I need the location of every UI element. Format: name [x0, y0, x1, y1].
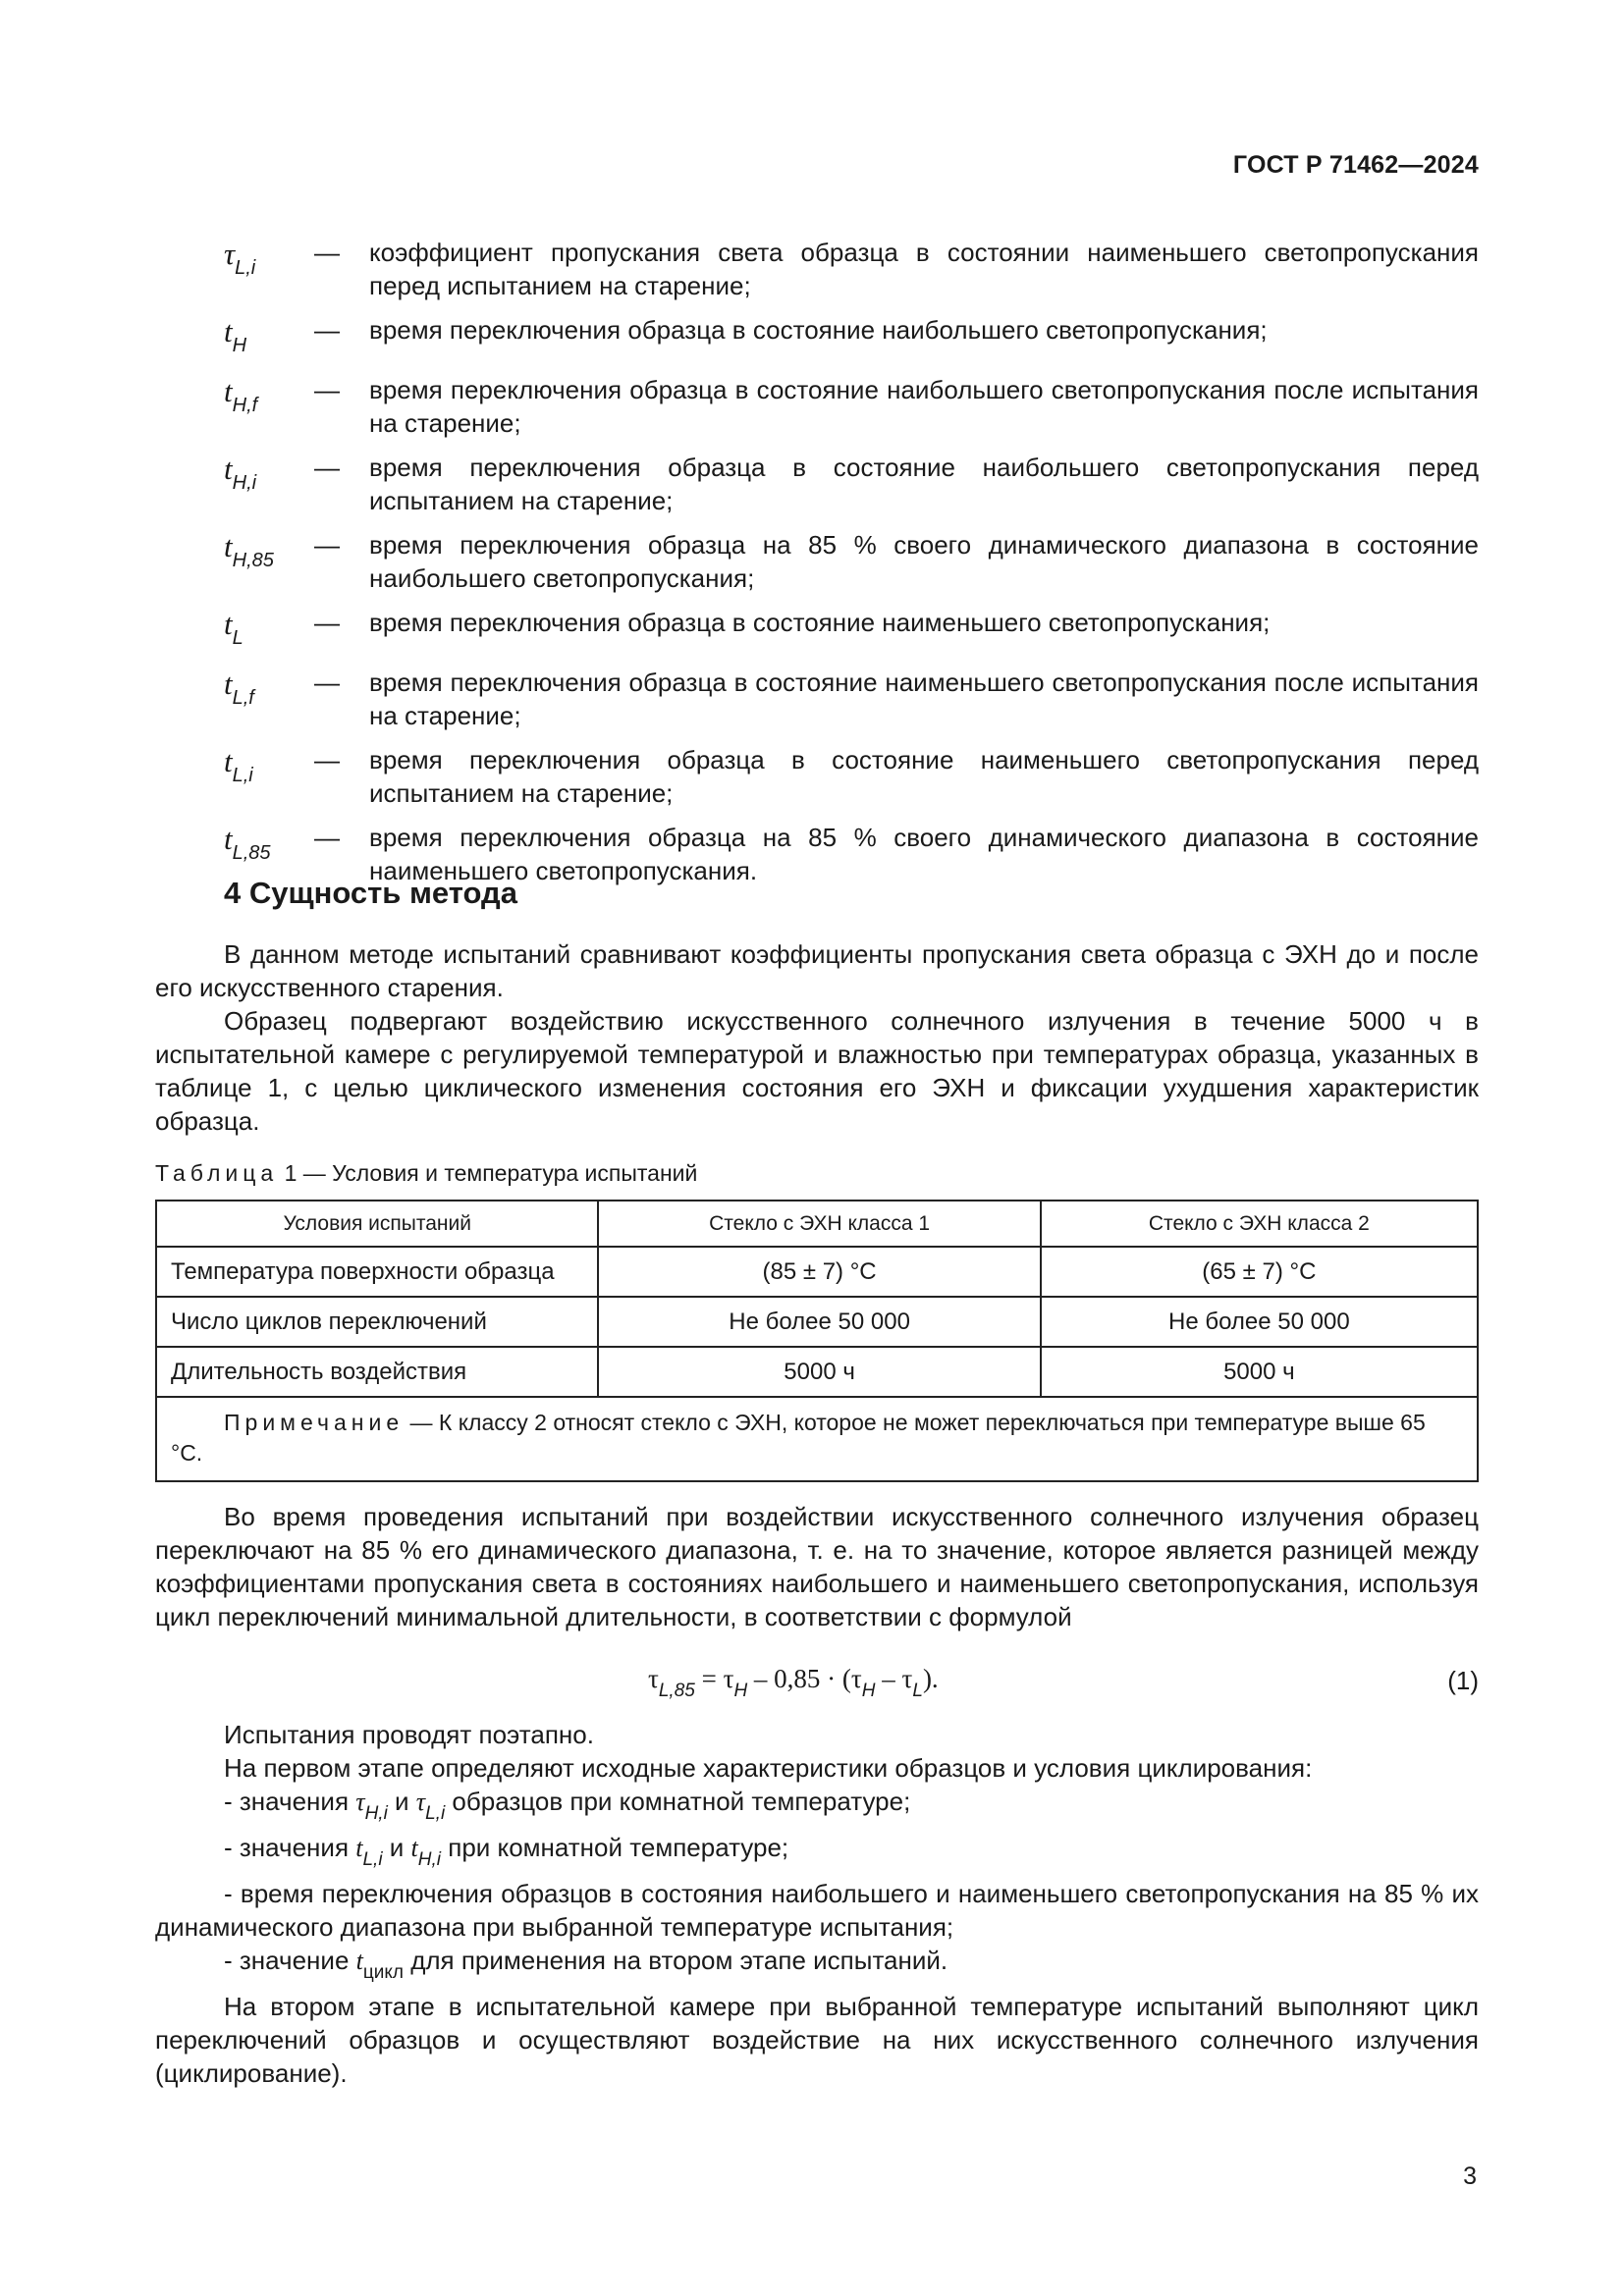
table-cell: Температура поверхности образца — [156, 1247, 598, 1297]
definition-text: время переключения образца в состояние наименьшего светопропускания после испытания на старение; — [369, 667, 1479, 730]
table-cell: 5000 ч — [598, 1347, 1040, 1397]
definition-item — [224, 373, 1479, 440]
definition-dash: — — [314, 375, 340, 404]
note-text: — К классу 2 относят стекло с ЭХН, которое не может переключаться при температуре выше 65 °С. — [171, 1410, 1426, 1466]
definition-symbol: $\tau_{L,i}$ — [224, 237, 256, 279]
definition-dash: — — [314, 315, 340, 345]
table-cell: (65 ± 7) °С — [1041, 1247, 1478, 1297]
definition-symbol: $t_{H,f}$ — [224, 374, 258, 416]
table-row — [156, 1247, 1478, 1297]
definition-item — [224, 666, 1479, 732]
document-header: ГОСТ Р 71462—2024 — [1232, 151, 1479, 179]
definitions-list — [224, 236, 1479, 898]
formula-number: (1) — [1447, 1666, 1479, 1695]
table-cell: Не более 50 000 — [1041, 1297, 1478, 1347]
formula: $\tau_{L,85} = \tau_H - 0,85 \cdot (\tau_H - \tau_L)$. — [648, 1664, 939, 1701]
paragraph: На первом этапе определяют исходные характеристики образцов и условия циклирования: — [224, 1753, 1313, 1783]
note-label: Примечание — [224, 1410, 405, 1435]
definition-dash: — — [314, 667, 340, 697]
paragraph: Во время проведения испытаний при воздействии искусственного солнечного излучения образец переключают на 85 % его динамического диапазона, т. е. на то значение, которое является разницей между коэффициентами пропускания света в состояниях наибольшего и наименьшего светопропускания, используя цикл переключений минимальной длительности, в соответствии с формулой — [155, 1502, 1479, 1631]
definition-text: коэффициент пропускания света образца в состоянии наименьшего светопропускания перед испытанием на старение; — [369, 238, 1479, 300]
section-title: 4 Сущность метода — [224, 876, 517, 910]
table-cell: Не более 50 000 — [598, 1297, 1040, 1347]
definition-item — [224, 451, 1479, 517]
definition-text: время переключения образца в состояние наименьшего светопропускания перед испытанием на старение; — [369, 745, 1479, 808]
table-caption-label: Таблица — [155, 1160, 279, 1186]
steps-block — [155, 1718, 1479, 2090]
definition-dash: — — [314, 238, 340, 267]
table-cell: (85 ± 7) °С — [598, 1247, 1040, 1297]
list-item: - время переключения образцов в состояния наибольшего и наименьшего светопропускания на 85 % их динамического диапазона при выбранной температуре испытания; — [155, 1879, 1479, 1942]
definition-text: время переключения образца в состояние наибольшего светопропускания; — [369, 315, 1268, 345]
list-item: - значения $t_{L,i}$ и $t_{H,i}$ при комнатной температуре; — [224, 1833, 789, 1870]
definition-symbol: $t_{L,f}$ — [224, 667, 254, 709]
table-row — [156, 1347, 1478, 1397]
intro-paragraphs — [155, 937, 1479, 1138]
definition-text: время переключения образца на 85 % своего динамического диапазона в состояние наименьшего светопропускания. — [369, 823, 1479, 885]
definition-symbol: $t_H$ — [224, 314, 247, 356]
definition-item — [224, 606, 1479, 655]
definition-symbol: $t_{L,i}$ — [224, 744, 253, 786]
definition-item — [224, 313, 1479, 362]
definition-symbol: $t_{L,85}$ — [224, 822, 271, 864]
table-header-cell: Стекло с ЭХН класса 1 — [598, 1201, 1040, 1247]
definition-item — [224, 743, 1479, 810]
definition-dash: — — [314, 530, 340, 560]
list-item: - значения $\tau_{H,i}$ и $\tau_{L,i}$ образцов при комнатной температуре; — [224, 1787, 911, 1824]
page-number: 3 — [1463, 2163, 1477, 2190]
definition-text: время переключения образца в состояние наибольшего светопропускания перед испытанием на старение; — [369, 453, 1479, 515]
definition-item — [224, 528, 1479, 595]
definition-item — [224, 236, 1479, 302]
paragraph: Испытания проводят поэтапно. — [224, 1720, 594, 1749]
conditions-table — [155, 1200, 1479, 1482]
definition-dash: — — [314, 608, 340, 637]
table-note-row — [156, 1397, 1478, 1481]
table-cell: Длительность воздействия — [156, 1347, 598, 1397]
table-note — [156, 1397, 1478, 1481]
table-header-cell: Стекло с ЭХН класса 2 — [1041, 1201, 1478, 1247]
definition-text: время переключения образца на 85 % своего динамического диапазона в состояние наибольшего светопропускания; — [369, 530, 1479, 593]
definition-text: время переключения образца в состояние наименьшего светопропускания; — [369, 608, 1271, 637]
table-cell: Число циклов переключений — [156, 1297, 598, 1347]
definition-dash: — — [314, 745, 340, 774]
paragraph: Образец подвергают воздействию искусственного солнечного излучения в течение 5000 ч в испытательной камере с регулируемой температурой и влажностью при температурах образца, указанных в таблице 1, с целью циклического изменения состояния его ЭХН и фиксации ухудшения характеристик образца. — [155, 1006, 1479, 1136]
definition-dash: — — [314, 823, 340, 852]
table-caption-text: 1 — Условия и температура испытаний — [284, 1160, 698, 1186]
definition-dash: — — [314, 453, 340, 482]
paragraph: В данном методе испытаний сравнивают коэффициенты пропускания света образца с ЭХН до и после его искусственного старения. — [155, 939, 1479, 1002]
definition-symbol: $t_L$ — [224, 607, 244, 649]
table-row — [156, 1297, 1478, 1347]
definition-symbol: $t_{H,85}$ — [224, 529, 274, 571]
table-header-row — [156, 1201, 1478, 1247]
table-caption — [155, 1160, 697, 1187]
definition-symbol: $t_{H,i}$ — [224, 452, 257, 494]
table-header-cell: Условия испытаний — [156, 1201, 598, 1247]
mid-paragraph-block — [155, 1500, 1479, 1633]
list-item: - значение $t_{цикл}$ для применения на втором этапе испытаний. — [224, 1946, 948, 1983]
paragraph: На втором этапе в испытательной камере при выбранной температуре испытаний выполняют цикл переключений образцов и осуществляют воздействие на них искусственного солнечного излучения (циклирование). — [155, 1992, 1479, 2088]
table-cell: 5000 ч — [1041, 1347, 1478, 1397]
definition-text: время переключения образца в состояние наибольшего светопропускания после испытания на старение; — [369, 375, 1479, 438]
